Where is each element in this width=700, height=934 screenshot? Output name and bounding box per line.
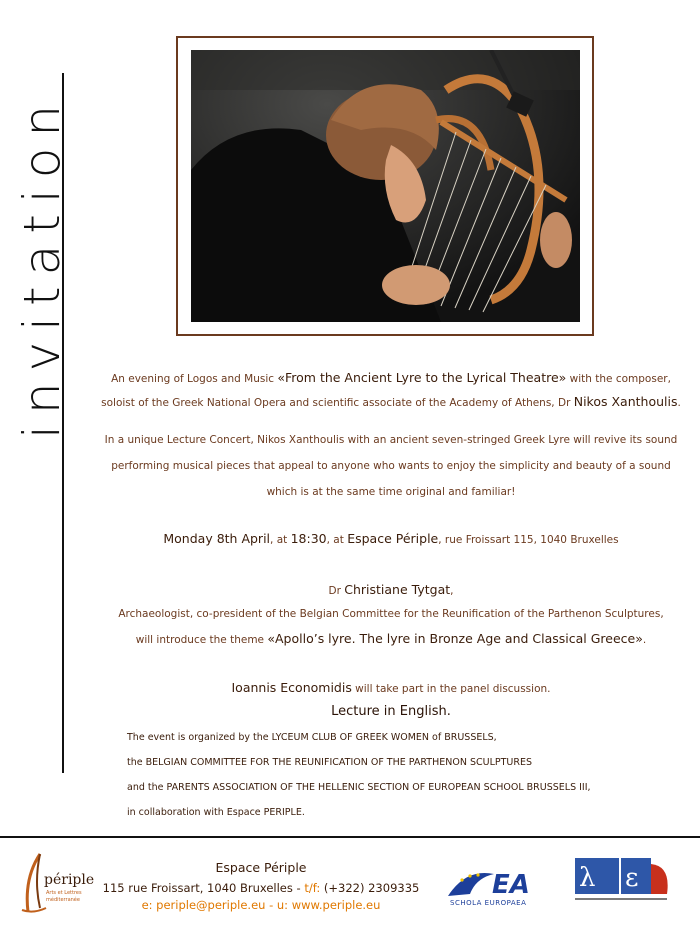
speaker-role: Archaeologist, co-president of the Belgian Committee for the Reunification of the Parthenon Sculptures, [118, 608, 664, 620]
event-date: Monday 8th April [163, 531, 271, 546]
speaker-name: Christiane Tytgat [344, 582, 451, 597]
panel-line [96, 675, 686, 702]
performer-name: Nikos Xanthoulis [573, 394, 678, 409]
lyceum-club-logo [575, 856, 671, 908]
organizer-line-3: and the PARENTS ASSOCIATION OF THE HELLENIC SECTION OF EUROPEAN SCHOOL BRUSSELS III, [127, 782, 591, 793]
organizer-line-2: the BELGIAN COMMITTEE FOR THE REUNIFICATION OF THE PARTHENON SCULPTURES [127, 757, 532, 768]
separator: . [642, 634, 647, 646]
speaker-line [96, 577, 686, 604]
event-venue: Espace Périple [347, 531, 439, 546]
intro-text: with the composer, [566, 373, 671, 385]
intro-text: . [677, 397, 681, 409]
footer-phone: (+322) 2309335 [320, 881, 420, 895]
footer-address: 115 rue Froissart, 1040 Bruxelles - [102, 881, 305, 895]
lecture-language: Lecture in English. [331, 704, 451, 719]
periple-logo-subtitle: méditerranée [46, 897, 80, 903]
theme-intro: will introduce the theme [135, 634, 268, 646]
schola-logo-text: SCHOLA EUROPAEA [450, 899, 527, 907]
footer-venue-name: Espace Périple [215, 860, 307, 875]
invitation-title: invitation [13, 93, 71, 439]
svg-text:λ: λ [579, 863, 596, 893]
concert-line-3: which is at the same time original and familiar! [266, 486, 516, 498]
event-title: «From the Ancient Lyre to the Lyrical Theatre» [277, 370, 567, 385]
periple-logo-subtitle: Arts et Lettres [46, 890, 82, 896]
panel-text: will take part in the panel discussion. [351, 683, 551, 695]
intro-line-1 [96, 365, 686, 392]
email-label: e: [141, 898, 153, 912]
svg-text:ε: ε [625, 863, 639, 893]
panelist-name: Ioannis Economidis [231, 680, 352, 695]
lecture-theme: «Apollo’s lyre. The lyre in Bronze Age and Classical Greece» [267, 631, 643, 646]
speaker-theme-line [96, 626, 686, 653]
periple-logo-text: périple [44, 872, 95, 888]
svg-text:EA: EA [492, 870, 530, 900]
speaker-title: Dr [328, 585, 345, 597]
footer-email[interactable]: periple@periple.eu - [152, 898, 277, 912]
intro-text: soloist of the Greek National Opera and scientific associate of the Academy of Athens, Dr [101, 397, 574, 409]
event-time: 18:30 [290, 531, 327, 546]
schola-europaea-logo [446, 866, 556, 912]
concert-line-2: performing musical pieces that appeal to anyone who wants to enjoy the simplicity and beauty of a sound [111, 460, 671, 472]
concert-line-1: In a unique Lecture Concert, Nikos Xanthoulis with an ancient seven-stringed Greek Lyre will revive its sound [104, 434, 678, 446]
event-address: , rue Froissart 115, 1040 Bruxelles [438, 534, 619, 546]
separator: , at [270, 534, 291, 546]
footer-divider [0, 836, 700, 838]
web-label: u: [276, 898, 289, 912]
event-details [96, 526, 686, 553]
lyre-player-photo [191, 50, 580, 322]
footer-address-line [100, 881, 422, 895]
separator: , [450, 585, 454, 597]
organizer-line-1: The event is organized by the LYCEUM CLUB OF GREEK WOMEN of BRUSSELS, [127, 732, 497, 743]
phone-label: t/f: [304, 881, 321, 895]
footer-website[interactable]: www.periple.eu [288, 898, 381, 912]
footer-contact-line [100, 898, 422, 912]
intro-text: An evening of Logos and Music [111, 373, 278, 385]
lyceum-emblem-icon [575, 856, 671, 908]
schola-emblem-icon [446, 866, 556, 900]
periple-logo [18, 852, 98, 922]
organizer-line-4: in collaboration with Espace PERIPLE. [127, 807, 305, 818]
separator: , at [326, 534, 348, 546]
intro-line-2 [96, 389, 686, 416]
